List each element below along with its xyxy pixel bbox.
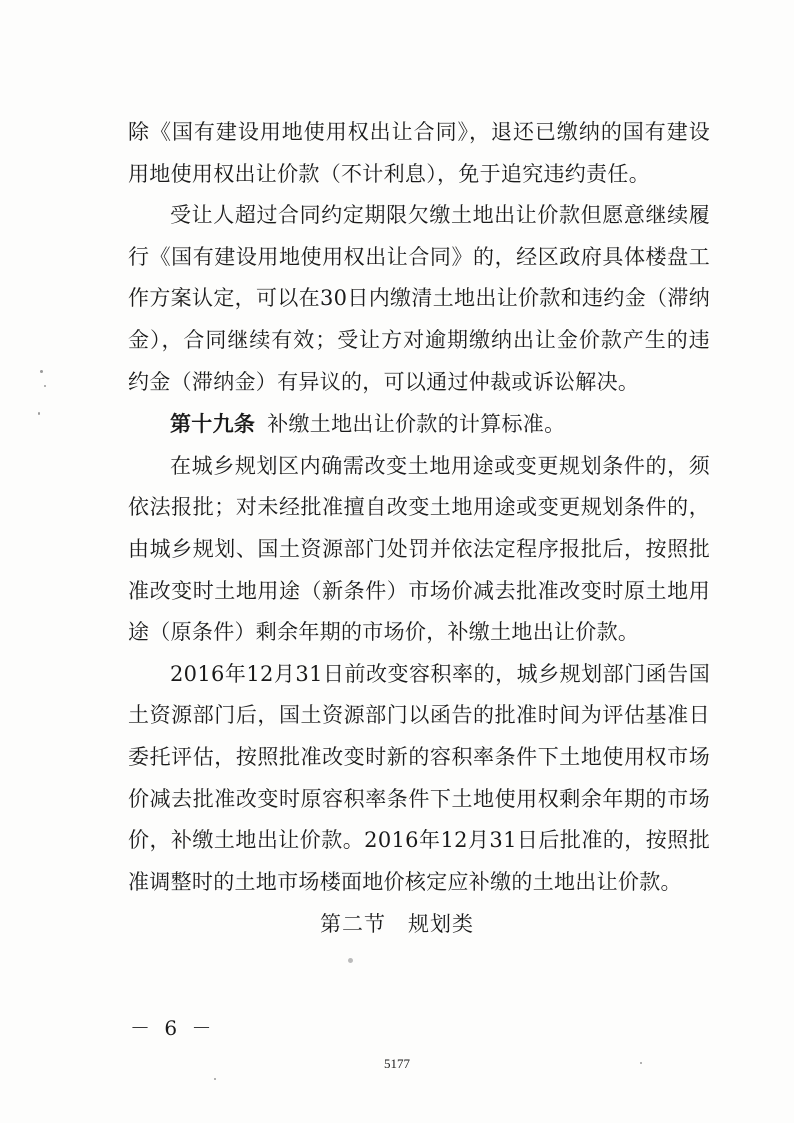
article-title: 补缴土地出让价款的计算标准。 xyxy=(267,412,566,437)
section-heading-number: 第二节 xyxy=(320,912,386,936)
article-label: 第十九条 xyxy=(170,411,256,437)
page-number: － 6 － xyxy=(130,1016,216,1040)
paragraph-plot-ratio-change: 2016年12月31日前改变容积率的，城乡规划部门函告国土资源部门后，国土资源部门以函告的批准时间为评估基准日委托评估，按照批准改变时新的容积率条件下土地使用权市场价减去批准改变时原容积率条件下土地使用权剩余年期的市场价，补缴土地出让价款。2016年12月31日后批准的，按照批准调整时的土地市场楼面地价核定应补缴的土地出让价款。 xyxy=(128,661,710,894)
section-heading xyxy=(0,908,794,940)
scan-serial-number: 5177 xyxy=(384,1056,410,1071)
scan-speck xyxy=(640,1062,642,1064)
scan-speck xyxy=(40,370,43,373)
paragraph-contract-rescission: 除《国有建设用地使用权出让合同》，退还已缴纳的国有建设用地使用权出让价款（不计利息），免于追究违约责任。 xyxy=(128,120,710,186)
paragraph-land-use-change: 在城乡规划区内确需改变土地用途或变更规划条件的，须依法报批；对未经批准擅自改变土地用途或变更规划条件的，由城乡规划、国土资源部门处罚并依法定程序报批后，按照批准改变时土地用途（新条件）市场价减去批准改变时原土地用途（原条件）剩余年期的市场价，补缴土地出让价款。 xyxy=(128,453,710,645)
scan-speck xyxy=(348,958,353,963)
article-19-heading xyxy=(128,403,710,446)
section-heading-title: 规划类 xyxy=(408,912,474,936)
scan-speck xyxy=(44,385,46,387)
paragraph-overdue-payment: 受让人超过合同约定期限欠缴土地出让价款但愿意继续履行《国有建设用地使用权出让合同》的，经区政府具体楼盘工作方案认定，可以在30日内缴清土地出让价款和违约金（滞纳金），合同继续有效；受让方对逾期缴纳出让金价款产生的违约金（滞纳金）有异议的，可以通过仲裁或诉讼解决。 xyxy=(128,203,710,394)
document-body xyxy=(128,112,710,903)
scan-speck xyxy=(38,412,40,415)
scan-speck xyxy=(214,1078,216,1080)
